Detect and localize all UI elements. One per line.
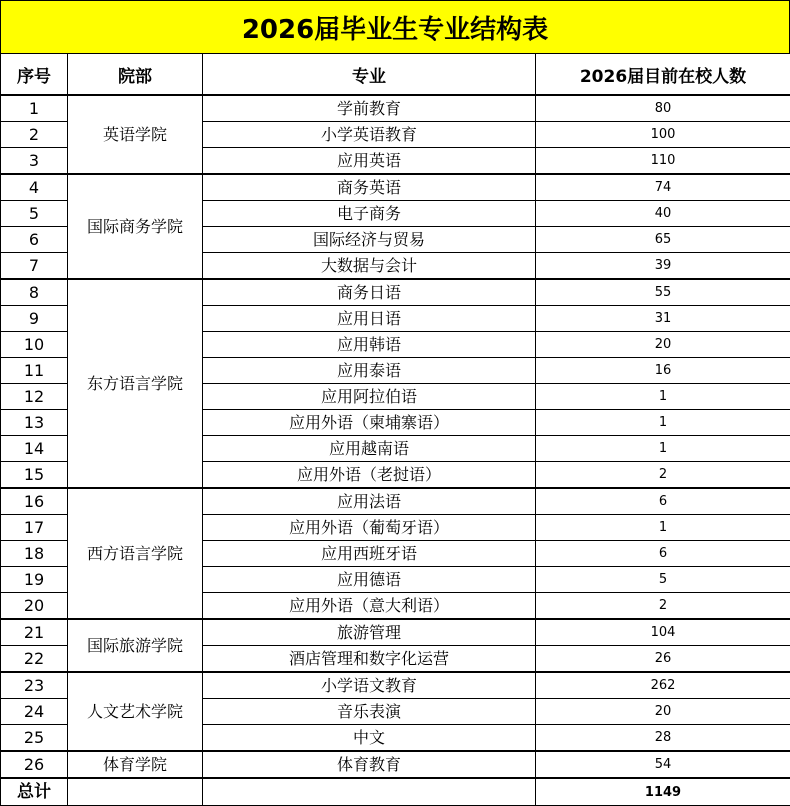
major-name: 旅游管理: [203, 619, 536, 646]
row-index: 1: [1, 95, 68, 122]
major-name: 应用德语: [203, 567, 536, 593]
major-name: 应用外语（葡萄牙语）: [203, 515, 536, 541]
header-row: [1, 54, 790, 96]
student-count: 28: [536, 725, 790, 752]
major-name: 国际经济与贸易: [203, 227, 536, 253]
row-index: 26: [1, 751, 68, 778]
student-count: 5: [536, 567, 790, 593]
row-index: 9: [1, 306, 68, 332]
student-count: 2: [536, 462, 790, 489]
department-name: 东方语言学院: [68, 279, 203, 488]
row-index: 24: [1, 699, 68, 725]
major-name: 小学英语教育: [203, 122, 536, 148]
total-empty-department: [68, 778, 203, 806]
department-name: 人文艺术学院: [68, 672, 203, 751]
major-name: 体育教育: [203, 751, 536, 778]
row-index: 16: [1, 488, 68, 515]
table-row: [1, 751, 790, 778]
row-index: 23: [1, 672, 68, 699]
student-count: 6: [536, 488, 790, 515]
department-name: 体育学院: [68, 751, 203, 778]
major-name: 学前教育: [203, 95, 536, 122]
total-label: 总计: [1, 778, 68, 806]
table-row: [1, 619, 790, 646]
student-count: 26: [536, 646, 790, 673]
table-title: 2026届毕业生专业结构表: [242, 9, 548, 46]
major-name: 应用泰语: [203, 358, 536, 384]
major-name: 应用西班牙语: [203, 541, 536, 567]
major-name: 应用越南语: [203, 436, 536, 462]
student-count: 1: [536, 436, 790, 462]
student-count: 6: [536, 541, 790, 567]
row-index: 20: [1, 593, 68, 620]
major-name: 应用韩语: [203, 332, 536, 358]
row-index: 12: [1, 384, 68, 410]
table-row: [1, 174, 790, 201]
header-major: 专业: [203, 54, 536, 96]
student-count: 40: [536, 201, 790, 227]
major-name: 音乐表演: [203, 699, 536, 725]
major-name: 商务英语: [203, 174, 536, 201]
row-index: 15: [1, 462, 68, 489]
row-index: 2: [1, 122, 68, 148]
student-count: 1: [536, 515, 790, 541]
major-name: 小学语文教育: [203, 672, 536, 699]
row-index: 22: [1, 646, 68, 673]
student-count: 31: [536, 306, 790, 332]
major-name: 大数据与会计: [203, 253, 536, 280]
row-index: 5: [1, 201, 68, 227]
row-index: 21: [1, 619, 68, 646]
major-name: 电子商务: [203, 201, 536, 227]
row-index: 4: [1, 174, 68, 201]
student-count: 65: [536, 227, 790, 253]
total-empty-major: [203, 778, 536, 806]
major-name: 应用日语: [203, 306, 536, 332]
major-name: 应用法语: [203, 488, 536, 515]
major-name: 中文: [203, 725, 536, 752]
major-name: 应用外语（柬埔寨语）: [203, 410, 536, 436]
header-index: 序号: [1, 54, 68, 96]
student-count: 80: [536, 95, 790, 122]
department-name: 国际商务学院: [68, 174, 203, 279]
student-count: 2: [536, 593, 790, 620]
row-index: 17: [1, 515, 68, 541]
header-count: 2026届目前在校人数: [536, 54, 790, 96]
student-count: 104: [536, 619, 790, 646]
table-row: [1, 488, 790, 515]
student-count: 55: [536, 279, 790, 306]
total-row: [1, 778, 790, 806]
table-row: [1, 279, 790, 306]
student-count: 1: [536, 410, 790, 436]
row-index: 8: [1, 279, 68, 306]
header-department: 院部: [68, 54, 203, 96]
student-count: 262: [536, 672, 790, 699]
major-name: 应用阿拉伯语: [203, 384, 536, 410]
student-count: 39: [536, 253, 790, 280]
table-body: [1, 95, 790, 806]
row-index: 18: [1, 541, 68, 567]
student-count: 1: [536, 384, 790, 410]
department-name: 西方语言学院: [68, 488, 203, 619]
row-index: 10: [1, 332, 68, 358]
row-index: 3: [1, 148, 68, 175]
major-name: 应用外语（老挝语）: [203, 462, 536, 489]
major-name: 应用英语: [203, 148, 536, 175]
student-count: 110: [536, 148, 790, 175]
student-count: 74: [536, 174, 790, 201]
table-row: [1, 95, 790, 122]
major-name: 应用外语（意大利语）: [203, 593, 536, 620]
student-count: 20: [536, 699, 790, 725]
student-count: 54: [536, 751, 790, 778]
student-count: 100: [536, 122, 790, 148]
row-index: 6: [1, 227, 68, 253]
major-name: 商务日语: [203, 279, 536, 306]
table-title-bar: [0, 0, 790, 54]
table-row: [1, 672, 790, 699]
department-name: 国际旅游学院: [68, 619, 203, 672]
row-index: 7: [1, 253, 68, 280]
row-index: 11: [1, 358, 68, 384]
total-count: 1149: [536, 778, 790, 806]
row-index: 25: [1, 725, 68, 752]
student-count: 20: [536, 332, 790, 358]
major-name: 酒店管理和数字化运营: [203, 646, 536, 673]
row-index: 14: [1, 436, 68, 462]
row-index: 13: [1, 410, 68, 436]
department-name: 英语学院: [68, 95, 203, 174]
row-index: 19: [1, 567, 68, 593]
graduate-major-table: [0, 53, 790, 806]
student-count: 16: [536, 358, 790, 384]
